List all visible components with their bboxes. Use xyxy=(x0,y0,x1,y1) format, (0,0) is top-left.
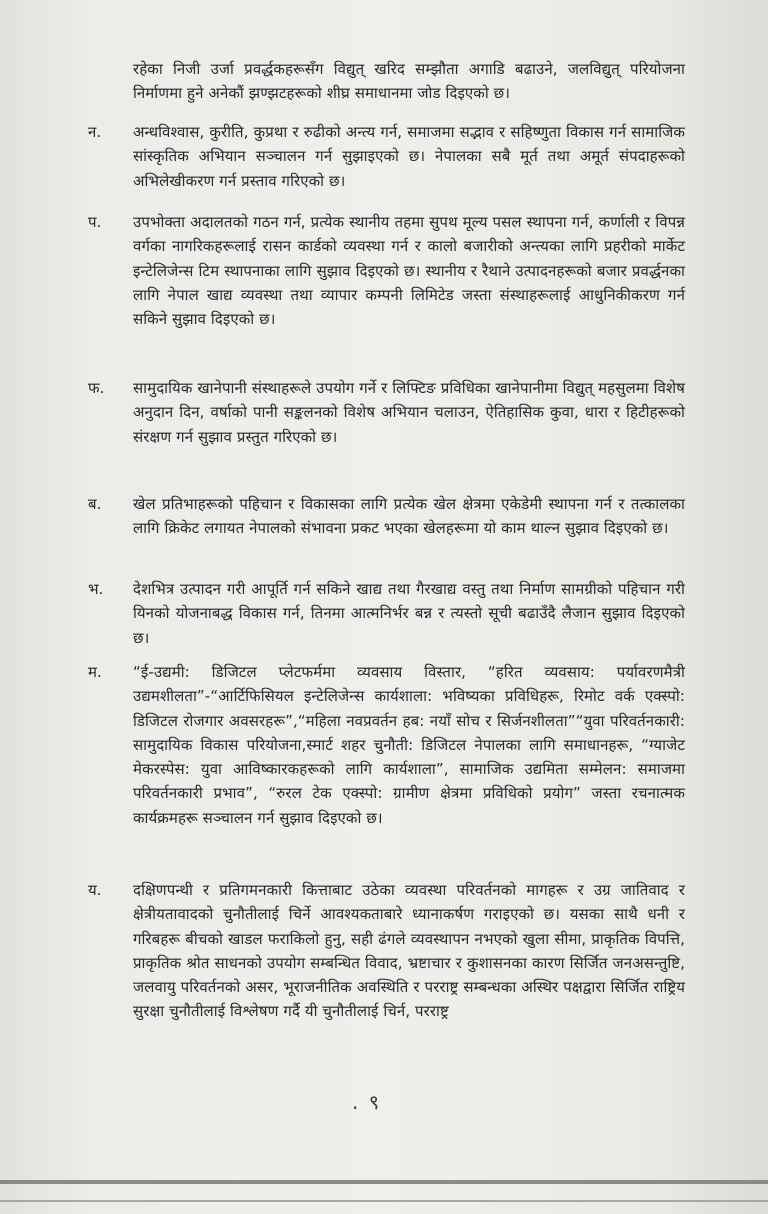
list-marker: प. xyxy=(88,213,102,231)
intro-text: रहेका निजी उर्जा प्रवर्द्धकहरूसँग विद्युत् खरिद सम्झौता अगाडि बढाउने, जलविद्युत् परियोजना निर्माणमा हुने अनेकौं झण्झटहरूको शीघ्र समाधानमा जोड दिइएको छ। xyxy=(133,60,685,103)
list-item-text: उपभोक्ता अदालतको गठन गर्न, प्रत्येक स्थानीय तहमा सुपथ मूल्य पसल स्थापना गर्न, कर्णाली र विपन्न वर्गका नागरिकहरूलाई रासन कार्डको व्यवस्था गर्न र कालो बजारीको अन्त्यका लागि प्रहरीको मार्केट इन्टेलिजेन्स टिम स्थापनाका लागि सुझाव दिइएको छ। स्थानीय र रैथाने उत्पादनहरूको बजार प्रवर्द्धनका लागि नेपाल खाद्य व्यवस्था तथा व्यापार कम्पनी लिमिटेड जस्ता संस्थाहरूलाई आधुनिकीकरण गर्न सकिने सुझाव दिइएको छ। xyxy=(133,213,685,329)
page-edge-line xyxy=(0,1200,768,1202)
list-marker: भ. xyxy=(88,580,104,598)
list-item-text: “ई-उद्यमी: डिजिटल प्लेटफर्ममा व्यवसाय विस्तार, “हरित व्यवसाय: पर्यावरणमैत्री उद्यमशीलता”-“आर्टिफिसियल इन्टेलिजेन्स कार्यशाला: भविष्यका प्रविधिहरू, रिमोट वर्क एक्स्पो: डिजिटल रोजगार अवसरहरू”,“महिला नवप्रवर्तन हब: नयाँ सोच र सिर्जनशीलता”“युवा परिवर्तनकारी: सामुदायिक विकास परियोजना,स्मार्ट शहर चुनौती: डिजिटल नेपालका लागि समाधानहरू, “ग्याजेट मेकरस्पेस: युवा आविष्कारकहरूको लागि कार्यशाला”, सामाजिक उद्यमिता सम्मेलन: समाजमा परिवर्तनकारी प्रभाव”, “रुरल टेक एक्स्पो: ग्रामीण क्षेत्रमा प्रविधिको प्रयोग” जस्ता रचनात्मक कार्यक्रमहरू सञ्चालन गर्न सुझाव दिइएको छ। xyxy=(133,663,685,827)
list-marker: ब. xyxy=(88,495,102,513)
page-number: . ९ xyxy=(352,1090,382,1114)
list-marker: न. xyxy=(88,123,102,141)
list-item-text: अन्धविश्वास, कुरीति, कुप्रथा र रुढीको अन्त्य गर्न, समाजमा सद्भाव र सहिष्णुता विकास गर्न सामाजिक सांस्कृतिक अभियान सञ्चालन गर्न सुझाइएको छ। नेपालका सबै मूर्त तथा अमूर्त संपदाहरूको अभिलेखीकरण गर्न प्रस्ताव गरिएको छ। xyxy=(133,123,685,190)
list-marker: य. xyxy=(88,881,102,899)
list-item-text: देशभित्र उत्पादन गरी आपूर्ति गर्न सकिने खाद्य तथा गैरखाद्य वस्तु तथा निर्माण सामग्रीको पहिचान गरी यिनको योजनाबद्ध विकास गर्न, तिनमा आत्मनिर्भर बन्न र त्यस्तो सूची बढाउँदै लैजान सुझाव दिइएको छ। xyxy=(133,580,685,647)
list-item-text: खेल प्रतिभाहरूको पहिचान र विकासका लागि प्रत्येक खेल क्षेत्रमा एकेडेमी स्थापना गर्न र तत्कालका लागि क्रिकेट लगायत नेपालको संभावना प्रकट भएका खेलहरूमा यो काम थाल्न सुझाव दिइएको छ। xyxy=(133,495,685,538)
list-item-text: सामुदायिक खानेपानी संस्थाहरूले उपयोग गर्ने र लिफ्टिङ प्रविधिका खानेपानीमा विद्युत् महसुलमा विशेष अनुदान दिन, वर्षाको पानी सङ्कलनको विशेष अभियान चलाउन, ऐतिहासिक कुवा, धारा र हिटीहरूको संरक्षण गर्न सुझाव प्रस्तुत गरिएको छ। xyxy=(133,379,685,446)
page-edge-shadow xyxy=(0,1180,768,1184)
list-marker: म. xyxy=(88,663,102,681)
list-marker: फ. xyxy=(88,379,105,397)
list-item-text: दक्षिणपन्थी र प्रतिगमनकारी कित्ताबाट उठेका व्यवस्था परिवर्तनको मागहरू र उग्र जातिवाद र क्षेत्रीयतावादको चुनौतीलाई चिर्ने आवश्यकताबारे ध्यानाकर्षण गराइएको छ। यसका साथै धनी र गरिबहरू बीचको खाडल फराकिलो हुनु, सही ढंगले व्यवस्थापन नभएको खुला सीमा, प्राकृतिक विपत्ति, प्राकृतिक श्रोत साधनको उपयोग सम्बन्धित विवाद, भ्रष्टाचार र कुशासनका कारण सिर्जित जनअसन्तुष्टि, जलवायु परिवर्तनको असर, भूराजनीतिक अवस्थिति र परराष्ट्र सम्बन्धका अस्थिर पक्षद्वारा सिर्जित राष्ट्रिय सुरक्षा चुनौतीलाई विश्लेषण गर्दै यी चुनौतीलाई चिर्न, परराष्ट्र xyxy=(133,881,685,1021)
